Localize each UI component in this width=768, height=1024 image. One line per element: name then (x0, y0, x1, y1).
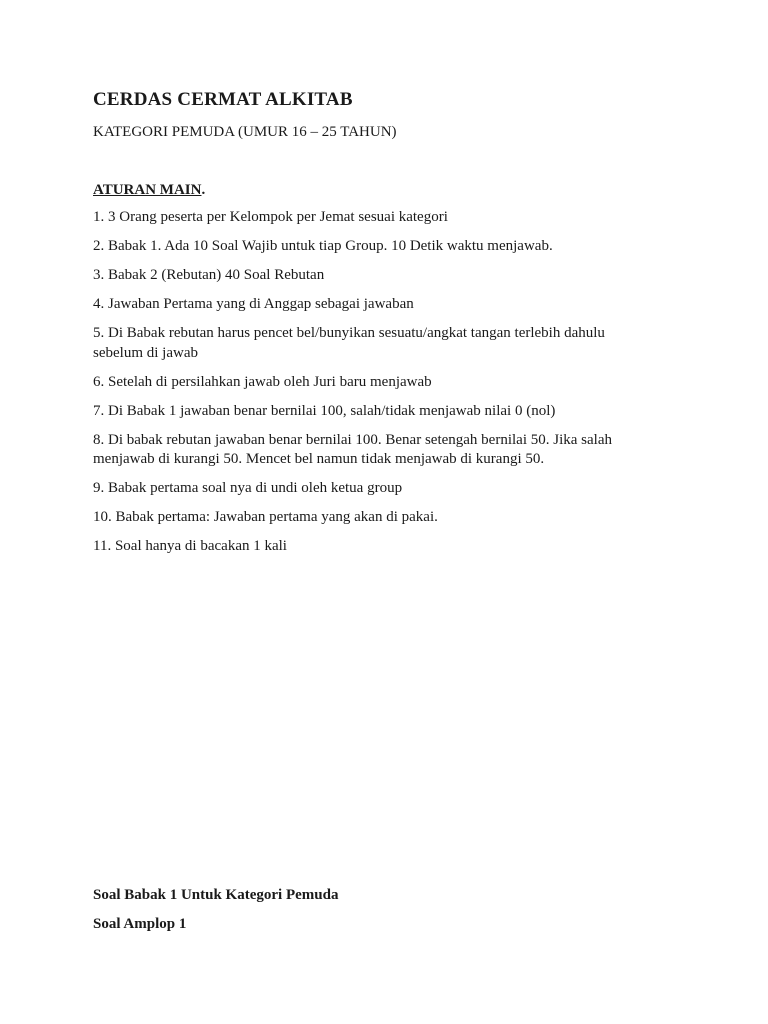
rule-item: 5. Di Babak rebutan harus pencet bel/bunyikan sesuatu/angkat tangan terlebih dahulu sebelum di jawab (93, 325, 605, 361)
rule-item: 4. Jawaban Pertama yang di Anggap sebagai jawaban (93, 296, 414, 312)
rule-item: 9. Babak pertama soal nya di undi oleh ketua group (93, 480, 403, 496)
rules-heading-period: . (201, 182, 206, 198)
section-heading: Soal Babak 1 Untuk Kategori Pemuda (93, 887, 339, 903)
rule-item: 11. Soal hanya di bacakan 1 kali (93, 538, 287, 554)
document-title: CERDAS CERMAT ALKITAB (93, 89, 353, 110)
rule-item: 6. Setelah di persilahkan jawab oleh Juri baru menjawab (93, 373, 432, 390)
rules-heading (93, 180, 205, 200)
rule-item: 10. Babak pertama: Jawaban pertama yang akan di pakai. (93, 509, 438, 525)
document-subtitle: KATEGORI PEMUDA (UMUR 16 – 25 TAHUN) (93, 124, 397, 140)
rule-item: 1. 3 Orang peserta per Kelompok per Jemat sesuai kategori (93, 209, 448, 225)
rule-item: 8. Di babak rebutan jawaban benar bernilai 100. Benar setengah bernilai 50. Jika salah menjawab di kurangi 50. Mencet bel namun tidak menjawab di kurangi 50. (93, 431, 612, 467)
rules-list (93, 208, 653, 566)
rule-item: 3. Babak 2 (Rebutan) 40 Soal Rebutan (93, 267, 325, 283)
rule-item: 7. Di Babak 1 jawaban benar bernilai 100, salah/tidak menjawab nilai 0 (nol) (93, 402, 556, 419)
subsection-heading: Soal Amplop 1 (93, 916, 187, 932)
rules-heading-text: ATURAN MAIN (93, 182, 202, 198)
rule-item: 2. Babak 1. Ada 10 Soal Wajib untuk tiap Group. 10 Detik waktu menjawab. (93, 238, 553, 254)
